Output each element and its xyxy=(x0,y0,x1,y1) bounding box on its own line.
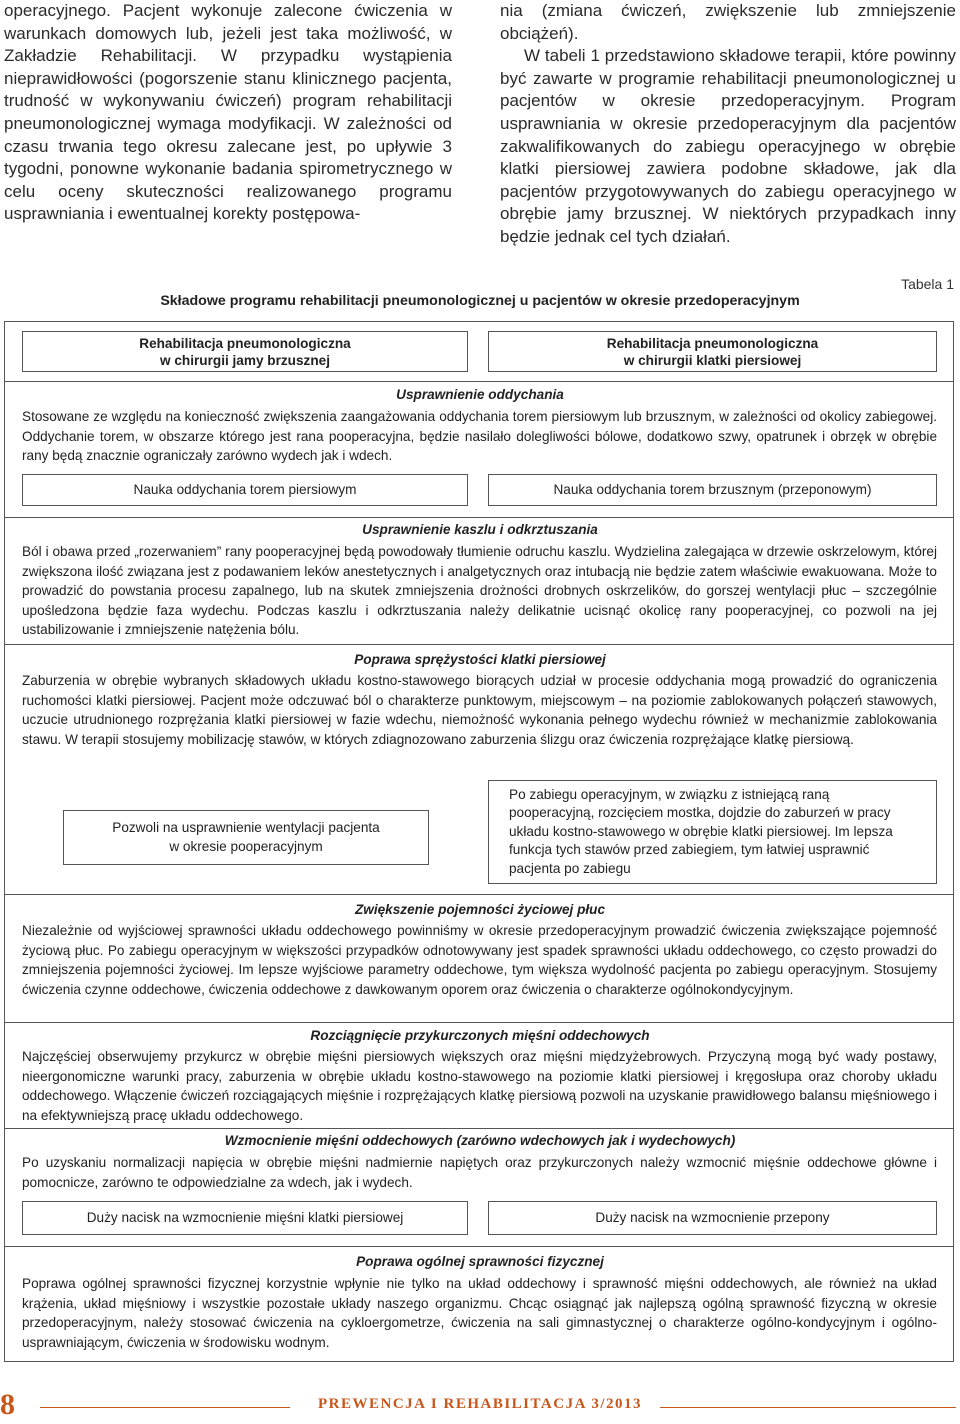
section-body: Niezależnie od wyjściowej sprawności układu oddechowego powinniśmy w okresie przedoperacyjnym prowadzić ćwiczenia zwiększające pojemność życiową płuc. Po zabiegu operacyjnym w większości przypadków odnotowywany jest spadek sprawności układu oddechowego, co często prowadzi do zmniejszenia pojemności życiowej. Im lepsze wyjściowe parametry oddechowe, tym większa wydolność pacjenta po zabiegu operacyjnym. Stosujemy ćwiczenia czynne oddechowe, ćwiczenia oddechowe z dawkowanym oporem oraz ćwiczenia o charakterze ogólnokondycyjnym. xyxy=(22,923,937,997)
section-title: Zwiększenie pojemności życiowej płuc xyxy=(354,902,606,917)
section-body: Po uzyskaniu normalizacji napięcia w obrębie mięśni nadmiernie napiętych oraz przykurczonych należy wzmocnić mięśnie oddechowe główne i pomocnicze, zarówno te odpowiedzialne za wdech, jak i wydech. xyxy=(22,1155,937,1190)
journal-name: PREWENCJA I REHABILITACJA 3/2013 xyxy=(317,1396,642,1412)
divider xyxy=(4,644,954,645)
header-thoracic-surgery: Rehabilitacja pneumonologiczna w chirurgii klatki piersiowej xyxy=(488,331,937,372)
section-title: Poprawa ogólnej sprawności fizycznej xyxy=(356,1254,604,1269)
paragraph: W tabeli 1 przedstawiono składowe terapii, które powinny być zawarte w programie rehabilitacji pneumonologicznej u pacjentów w okresie przedoperacyjnym. Program usprawniania w okresie przedoperacyjnym dla pacjentów zakwalifikowanych do zabiegu operacyjnego w obrębie klatki piersiowej zawiera podobne składowe, jak dla pacjentów przygotowywanych do zabiegu operacyjnego w obrębie jamy brzusznej. W niektórych przypadkach inny będzie jednak cel tych działań. xyxy=(500,46,956,246)
paragraph: nia (zmiana ćwiczeń, zwiększenie lub zmniejszenie obciążeń). xyxy=(500,1,956,43)
table-label: Tabela 1 xyxy=(901,276,954,292)
footer-rule-right xyxy=(660,1407,956,1408)
paragraph: operacyjnego. Pacjent wykonuje zalecone ćwiczenia w warunkach domowych lub, jeżeli jest taka możliwość, w Zakładzie Rehabilitacji. W przypadku wystąpienia nieprawidłowości (pogorszenie stanu klinicznego pacjenta, trudność w wykonywaniu ćwiczeń) program rehabilitacji pneumonologicznej wymaga modyfikacji. W zależności od czasu trwania tego okresu zalecane jest, po upływie 3 tygodni, ponowne wykonanie badania spirometrycznego w celu oceny skuteczności realizowanego programu usprawniania i ewentualnej korekty postępowa- xyxy=(4,1,452,224)
table-title: Składowe programu rehabilitacji pneumonologicznej u pacjentów w okresie przedoperacyjnym xyxy=(160,293,800,309)
article-left-column xyxy=(4,0,452,226)
section-body: Zaburzenia w obrębie wybranych składowych układu kostno-stawowego biorących udział w procesie oddychania mogą prowadzić do ograniczenia ruchomości klatki piersiowej. Pacjent może odczuwać ból o charakterze punktowym, miejscowym – na poziomie zablokowanych połączeń stawowych, uczucie utrudnionego rozprężania klatki piersiowej w fazie wdechu, niemożność wykonania pełnego wydechu również w mechanizmie zablokowania stawu. W terapii stosujemy mobilizację stawów, w których zdiagnozowano zaburzenia ślizgu oraz ćwiczenia rozprężające klatkę piersiową. xyxy=(22,673,937,747)
footer-rule-left xyxy=(40,1407,290,1408)
section-body: Najczęściej obserwujemy przykurcz w obrębie mięśni piersiowych większych oraz mięśni międzyżebrowych. Przyczyną mogą być wady postawy, nieergonomiczne warunki pracy, zaburzenia w obrębie układu kostno-stawowego na poziomie klatki piersiowej i kręgosłupa oraz choroby układu oddechowego. Włączenie ćwiczeń rozciągających mięśnie i rozprężających klatkę piersiową pozwoli na uzyskanie prawidłowego balansu mięśniowego i na efektywniejszą pracę układu oddechowego. xyxy=(22,1049,937,1123)
left-recommendation-box: Pozwoli na usprawnienie wentylacji pacjenta w okresie pooperacyjnym xyxy=(63,810,429,865)
divider xyxy=(4,381,954,382)
section-title: Wzmocnienie mięśni oddechowych (zarówno wdechowych jak i wydechowych) xyxy=(224,1133,736,1148)
left-recommendation-box: Nauka oddychania torem piersiowym xyxy=(22,474,468,506)
section-body: Poprawa ogólnej sprawności fizycznej korzystnie wpłynie nie tylko na układ oddechowy i sprawność mięśni oddechowych, ale również na układ krążenia, układ mięśniowy i wszystkie pozostałe układy naszego organizmu. Chcąc osiągnąć jak najlepszą ogólną sprawność fizyczną w okresie przedoperacyjnym, należy stosować ćwiczenia na cykloergometrze, ćwiczenia na sali gimnastycznej o charakterze ogólno-kondycyjnym i ogólno-usprawniającym, ćwiczenia w środowisku wodnym. xyxy=(22,1276,937,1350)
page-number: 8 xyxy=(0,1388,15,1421)
section-body: Stosowane ze względu na konieczność zwiększenia zaangażowania oddychania torem piersiowym lub brzusznym, w zależności od okolicy zabiegowej. Oddychanie torem, w obszarze którego jest rana pooperacyjna, będzie nasilało dolegliwości bólowe, dodatkowo szwy, opatrunek i obrzęk w obrębie rany będą znacznie ograniczały zarówno wydech jak i wdech. xyxy=(22,409,937,464)
section-title: Usprawnienie oddychania xyxy=(396,387,564,402)
divider xyxy=(4,1128,954,1129)
right-recommendation-box: Nauka oddychania torem brzusznym (przeponowym) xyxy=(488,474,937,506)
left-recommendation-box: Duży nacisk na wzmocnienie mięśni klatki piersiowej xyxy=(22,1201,468,1235)
right-recommendation-box: Duży nacisk na wzmocnienie przepony xyxy=(488,1201,937,1235)
section-body: Ból i obawa przed „rozerwaniem” rany pooperacyjnej będą powodowały tłumienie odruchu kaszlu. Wydzielina zalegająca w drzewie oskrzelowym, której zwiększona ilość związana jest z podawaniem leków anestetycznych i analgetycznych oraz intubacją nie będzie zatem właściwie ewakuowana. Może to prowadzić do powstania procesu zapalnego, lub na skutek zmniejszenia drożności drobnych oskrzelików, do gorszej wentylacji płuc – szczególnie upośledzona będzie faza wydechu. Podczas kaszlu i odkrztuszania należy delikatnie ucisnąć okolicę rany pooperacyjnej, co pozwoli na jej ustabilizowanie i zmniejszenie natężenia bólu. xyxy=(22,544,937,638)
divider xyxy=(4,517,954,518)
section-title: Usprawnienie kaszlu i odkrztuszania xyxy=(362,522,598,537)
section-title: Poprawa sprężystości klatki piersiowej xyxy=(354,652,606,667)
header-abdominal-surgery: Rehabilitacja pneumonologiczna w chirurgii jamy brzusznej xyxy=(22,331,468,372)
divider xyxy=(4,1246,954,1247)
article-right-column xyxy=(500,0,956,249)
divider xyxy=(4,1022,954,1023)
section-title: Rozciągnięcie przykurczonych mięśni oddechowych xyxy=(310,1028,650,1043)
right-recommendation-box: Po zabiegu operacyjnym, w związku z istniejącą raną pooperacyjną, rozcięciem mostka, dojdzie do zaburzeń w pracy układu kostno-stawowego w obrębie klatki piersiowej. Im lepsza funkcja tych stawów przed zabiegiem, tym łatwiej usprawnić pacjenta po zabiegu xyxy=(488,780,937,884)
divider xyxy=(4,894,954,895)
